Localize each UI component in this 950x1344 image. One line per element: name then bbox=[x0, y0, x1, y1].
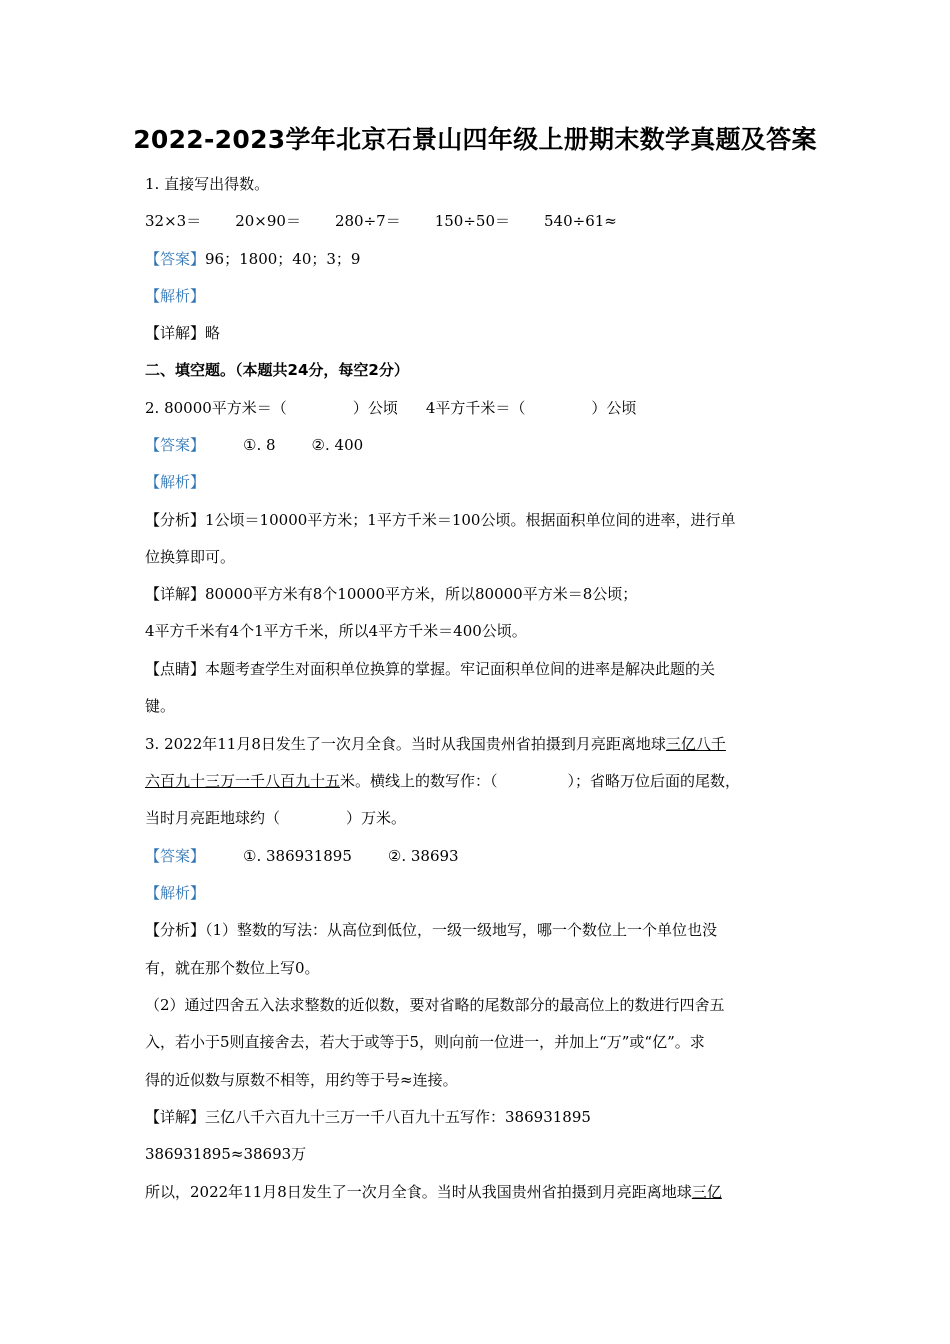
q3-underlined-number: 三亿 bbox=[691, 1183, 722, 1201]
q3-detail-line-2: 386931895≈38693万 bbox=[145, 1145, 307, 1163]
q3-fenxi-text: （1）整数的写法：从高位到低位，一级一级地写，哪一个数位上一个单位也没 bbox=[205, 921, 718, 939]
q3-stem-text: 3. 2022年11月8日发生了一次月全食。当时从我国贵州省拍摄到月亮距离地球 bbox=[145, 735, 666, 753]
q3-stem-text: ）；省略万位后面的尾数， bbox=[567, 772, 741, 790]
q2-detail-line-2: 4平方千米有4个1平方千米，所以4平方千米＝400公顷。 bbox=[145, 622, 527, 640]
section-heading: 二、填空题。（本题共24分，每空2分） bbox=[145, 361, 409, 379]
q2-dianjing-text: 本题考查学生对面积单位换算的掌握。牢记面积单位间的进率是解决此题的关 bbox=[205, 660, 716, 678]
q3-fenxi-line-4: 入，若小于5则直接舍去，若大于或等于5，则向前一位进一，并加上“万”或“亿”。求 bbox=[145, 1033, 705, 1051]
q3-detail-text: 所以，2022年11月8日发生了一次月全食。当时从我国贵州省拍摄到月亮距离地球 bbox=[145, 1183, 692, 1201]
q1-detail bbox=[145, 322, 220, 344]
q1-stem: 1. 直接写出得数。 bbox=[145, 175, 270, 193]
q1-item-1: 32×3＝ bbox=[145, 212, 202, 230]
q3-detail-line-3 bbox=[145, 1181, 722, 1203]
q1-items bbox=[145, 210, 617, 232]
q1-answer bbox=[145, 248, 360, 270]
q1-answer-text: 96；1800；40；3；9 bbox=[205, 250, 361, 268]
q1-item-5: 540÷61≈ bbox=[544, 212, 617, 230]
q3-answer-1: ①. 386931895 bbox=[243, 847, 352, 865]
q2-stem-part-b: ）公顷 bbox=[352, 399, 398, 417]
q1-item-3: 280÷7＝ bbox=[334, 212, 401, 230]
q2-dianjing-line-2: 键。 bbox=[145, 697, 176, 715]
q3-underlined-number: 六百九十三万一千八百九十五 bbox=[145, 772, 341, 790]
q3-stem-text: 米。横线上的数写作：（ bbox=[340, 772, 498, 790]
q3-detail-text: 三亿八千六百九十三万一千八百九十五写作：386931895 bbox=[205, 1108, 591, 1126]
q3-fenxi-line-5: 得的近似数与原数不相等，用约等于号≈连接。 bbox=[145, 1071, 458, 1089]
q2-stem-part-c: 4平方千米＝（ bbox=[425, 399, 526, 417]
q3-answer bbox=[145, 845, 459, 867]
q3-stem-line-1 bbox=[145, 733, 726, 755]
q2-analysis-tag: 【解析】 bbox=[145, 473, 206, 491]
q1-analysis-tag: 【解析】 bbox=[145, 287, 206, 305]
q2-fenxi-line-1 bbox=[145, 509, 735, 531]
q2-stem-part-a: 2. 80000平方米＝（ bbox=[145, 399, 287, 417]
q2-fenxi-text: 1公顷＝10000平方米；1平方千米＝100公顷。根据面积单位间的进率，进行单 bbox=[205, 511, 736, 529]
q1-detail-text: 略 bbox=[205, 324, 221, 342]
detail-tag: 【详解】 bbox=[145, 1108, 206, 1126]
q3-detail-line-1 bbox=[145, 1106, 591, 1128]
answer-tag: 【答案】 bbox=[145, 436, 206, 454]
page-title: 2022-2023学年北京石景山四年级上册期末数学真题及答案 bbox=[133, 125, 817, 154]
q2-stem-part-d: ）公顷 bbox=[591, 399, 637, 417]
q3-analysis-tag: 【解析】 bbox=[145, 884, 206, 902]
q3-fenxi-line-3: （2）通过四舍五入法求整数的近似数，要对省略的尾数部分的最高位上的数进行四舍五 bbox=[145, 996, 725, 1014]
answer-tag: 【答案】 bbox=[145, 250, 206, 268]
detail-tag: 【详解】 bbox=[145, 585, 206, 603]
q2-answer-2: ②. 400 bbox=[311, 436, 364, 454]
q2-fenxi-line-2: 位换算即可。 bbox=[145, 548, 236, 566]
q3-fenxi-line-2: 有，就在那个数位上写0。 bbox=[145, 959, 320, 977]
q3-stem-text: ）万米。 bbox=[346, 809, 407, 827]
q2-stem bbox=[145, 397, 636, 419]
dianjing-tag: 【点睛】 bbox=[145, 660, 206, 678]
q3-fenxi-line-1 bbox=[145, 919, 717, 941]
q2-detail-text: 80000平方米有8个10000平方米，所以80000平方米＝8公顷； bbox=[205, 585, 638, 603]
detail-tag: 【详解】 bbox=[145, 324, 206, 342]
q2-answer-1: ①. 8 bbox=[243, 436, 276, 454]
q2-detail-line-1 bbox=[145, 583, 637, 605]
q3-answer-2: ②. 38693 bbox=[387, 847, 459, 865]
q3-underlined-number: 三亿八千 bbox=[665, 735, 726, 753]
q3-stem-line-3 bbox=[145, 807, 406, 829]
q1-item-2: 20×90＝ bbox=[235, 212, 301, 230]
q2-answer bbox=[145, 434, 363, 456]
q1-item-4: 150÷50＝ bbox=[434, 212, 510, 230]
q2-dianjing-line-1 bbox=[145, 658, 715, 680]
q3-stem-text: 当时月亮距地球约（ bbox=[145, 809, 281, 827]
answer-tag: 【答案】 bbox=[145, 847, 206, 865]
q3-stem-line-2 bbox=[145, 770, 740, 792]
fenxi-tag: 【分析】 bbox=[145, 511, 206, 529]
fenxi-tag: 【分析】 bbox=[145, 921, 206, 939]
